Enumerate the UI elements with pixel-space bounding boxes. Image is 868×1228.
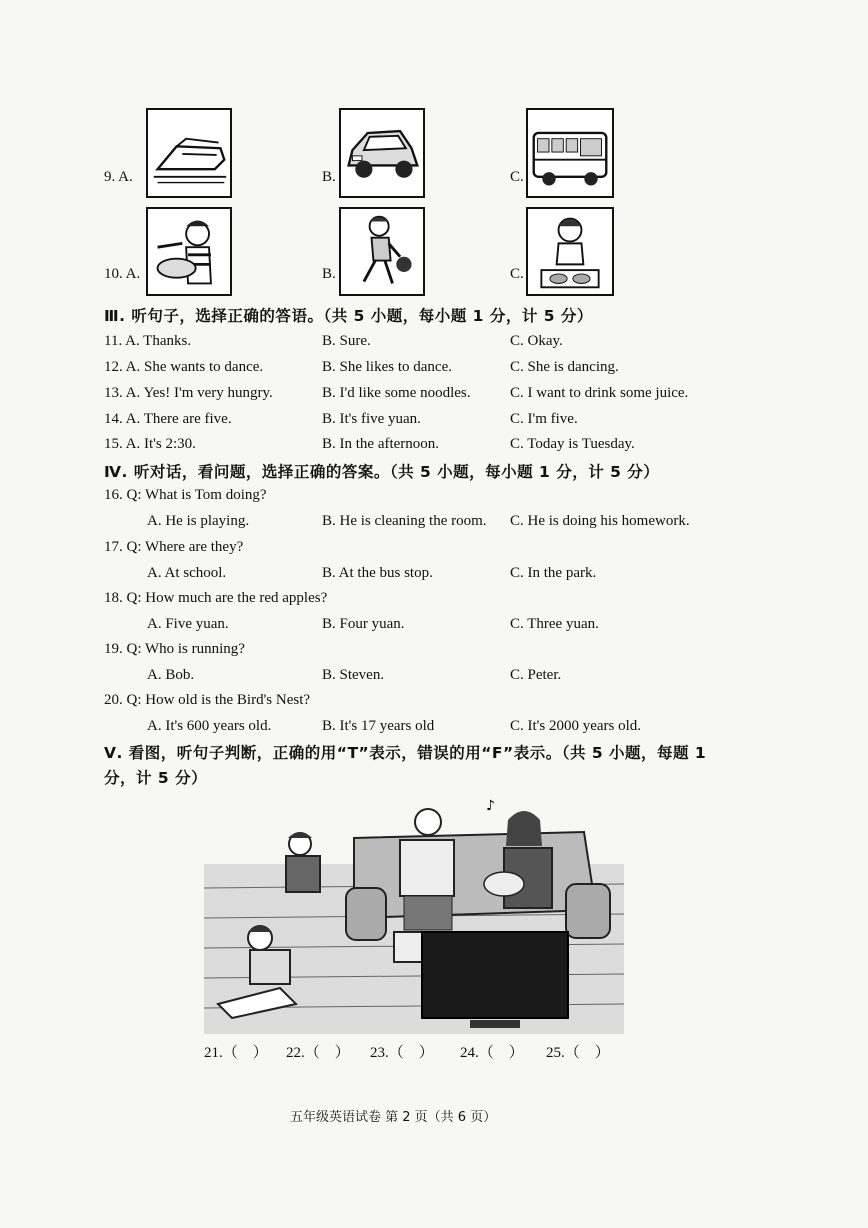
q18-option-b[interactable]: B. Four yuan. <box>322 616 405 632</box>
q19-option-b[interactable]: B. Steven. <box>322 667 385 683</box>
q9-option-b-label: B. <box>322 169 336 185</box>
q24-blank[interactable]: 24.（ ） <box>460 1045 524 1061</box>
q22-blank[interactable]: 22.（ ） <box>286 1045 350 1061</box>
section-3-title: Ⅲ. 听句子，选择正确的答语。（共 5 小题，每小题 1 分，计 5 分） <box>104 307 593 325</box>
q18-option-a[interactable]: A. Five yuan. <box>147 616 229 632</box>
q15-option-b[interactable]: B. In the afternoon. <box>322 436 440 452</box>
q12-option-c[interactable]: C. She is dancing. <box>510 359 619 375</box>
q17-option-c[interactable]: C. In the park. <box>510 565 597 581</box>
q21-blank[interactable]: 21.（ ） <box>204 1045 268 1061</box>
q15-option-c[interactable]: C. Today is Tuesday. <box>510 436 635 452</box>
playing-basketball-icon[interactable] <box>339 207 425 296</box>
q13-option-a[interactable]: 13. A. Yes! I'm very hungry. <box>104 385 273 401</box>
car-icon[interactable] <box>339 108 425 198</box>
q20-option-a[interactable]: A. It's 600 years old. <box>147 718 272 734</box>
svg-text:♪: ♪ <box>486 798 495 814</box>
q16-option-c[interactable]: C. He is doing his homework. <box>510 513 690 529</box>
q11-option-a[interactable]: 11. A. Thanks. <box>104 333 192 349</box>
q17-option-a[interactable]: A. At school. <box>147 565 227 581</box>
q13-option-b[interactable]: B. I'd like some noodles. <box>322 385 471 401</box>
train-icon[interactable] <box>146 108 232 198</box>
q20-option-b[interactable]: B. It's 17 years old <box>322 718 435 734</box>
q14-option-a[interactable]: 14. A. There are five. <box>104 411 232 427</box>
q16-question: 16. Q: What is Tom doing? <box>104 487 267 503</box>
q11-option-b[interactable]: B. Sure. <box>322 333 371 349</box>
q17-option-b[interactable]: B. At the bus stop. <box>322 565 433 581</box>
q13-option-c[interactable]: C. I want to drink some juice. <box>510 385 689 401</box>
q10-number: 10. A. <box>104 266 141 282</box>
section-4-title: Ⅳ. 听对话，看问题，选择正确的答案。（共 5 小题，每小题 1 分，计 5 分） <box>104 463 660 481</box>
q20-question: 20. Q: How old is the Bird's Nest? <box>104 692 311 708</box>
q11-option-c[interactable]: C. Okay. <box>510 333 563 349</box>
q25-blank[interactable]: 25.（ ） <box>546 1045 610 1061</box>
q14-option-b[interactable]: B. It's five yuan. <box>322 411 421 427</box>
bus-icon[interactable] <box>526 108 614 198</box>
washing-face-icon[interactable] <box>146 207 232 296</box>
q20-option-c[interactable]: C. It's 2000 years old. <box>510 718 642 734</box>
q23-blank[interactable]: 23.（ ） <box>370 1045 434 1061</box>
q19-question: 19. Q: Who is running? <box>104 641 245 657</box>
section-5-title-line2: 分，计 5 分） <box>104 769 208 787</box>
eating-icon[interactable] <box>526 207 614 296</box>
family-living-room-scene <box>204 798 624 1034</box>
q17-question: 17. Q: Where are they? <box>104 539 244 555</box>
q9-option-c-label: C. <box>510 169 524 185</box>
q12-option-a[interactable]: 12. A. She wants to dance. <box>104 359 264 375</box>
q18-option-c[interactable]: C. Three yuan. <box>510 616 599 632</box>
section-5-title-line1: Ⅴ. 看图，听句子判断，正确的用“T”表示，错误的用“F”表示。（共 5 小题，每题 1 <box>104 744 707 762</box>
q16-option-b[interactable]: B. He is cleaning the room. <box>322 513 487 529</box>
q10-option-c-label: C. <box>510 266 524 282</box>
q10-option-b-label: B. <box>322 266 336 282</box>
q15-option-a[interactable]: 15. A. It's 2:30. <box>104 436 196 452</box>
q19-option-c[interactable]: C. Peter. <box>510 667 562 683</box>
q16-option-a[interactable]: A. He is playing. <box>147 513 250 529</box>
q9-number: 9. A. <box>104 169 133 185</box>
q14-option-c[interactable]: C. I'm five. <box>510 411 578 427</box>
q19-option-a[interactable]: A. Bob. <box>147 667 195 683</box>
q12-option-b[interactable]: B. She likes to dance. <box>322 359 452 375</box>
q18-question: 18. Q: How much are the red apples? <box>104 590 328 606</box>
page-footer: 五年级英语试卷 第 2 页（共 6 页） <box>290 1110 497 1125</box>
